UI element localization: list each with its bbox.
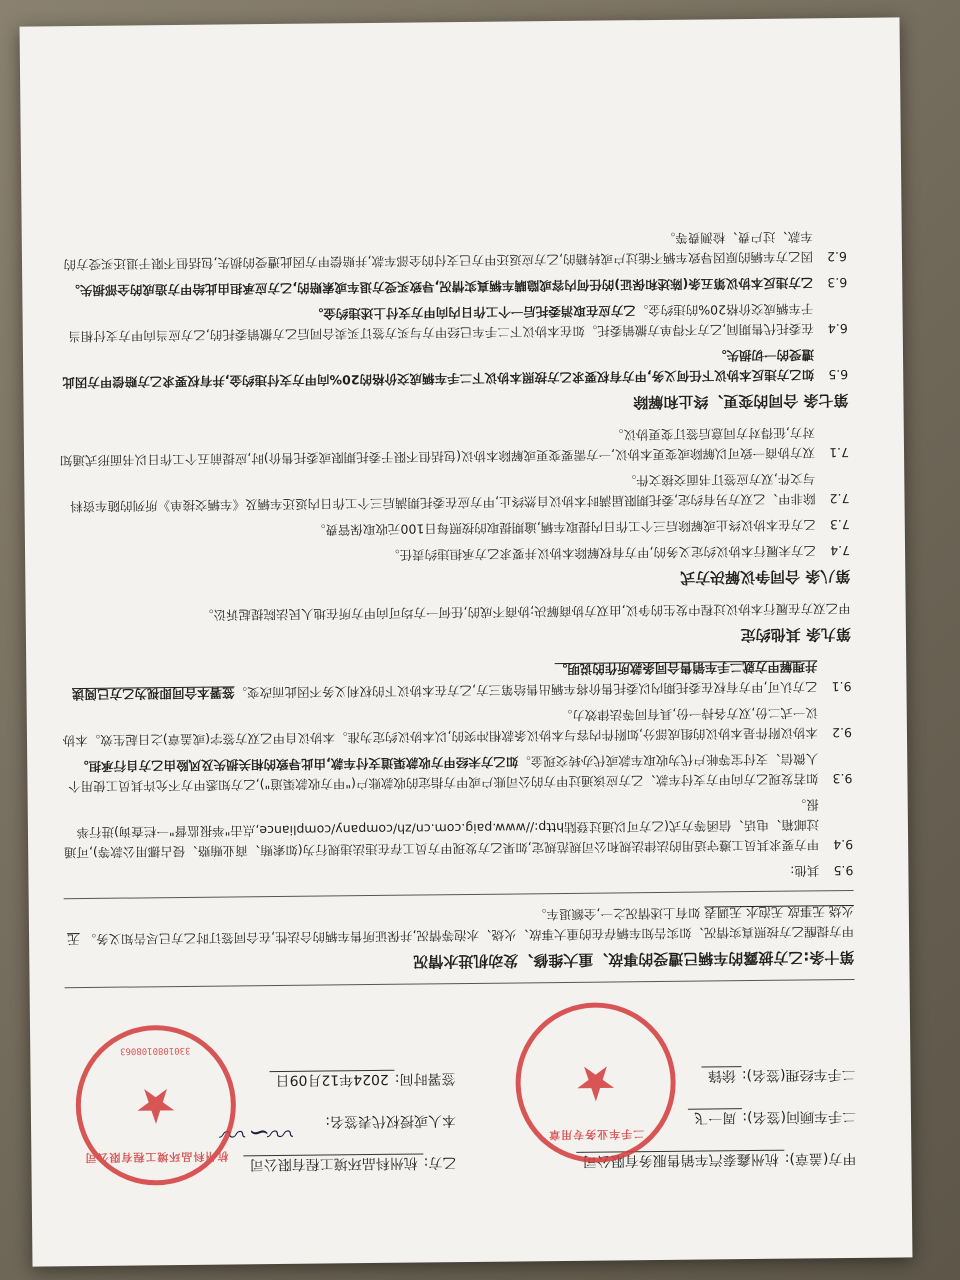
item-body: 在委托代售期间,乙方不得单方撤销委托。如在本协议下二手车已经甲方与买方签订买卖合同后乙方撤销委托的,乙方应当向甲方支付相当于车辆成交价格20%的违约金。	[68, 301, 814, 345]
item-7-4	[60, 540, 850, 568]
item-7-2	[59, 468, 849, 516]
item-text: 双方协商一致可以解除或变更本协议,一方需要变更或解除本协议(包括但不限于委托期限或委托售价)时,应提前五个工作日以书面形式通知对方,征得对方同意后签订变更协议。	[59, 425, 816, 469]
item-bold: 签署本合同即视为乙方已阅读并理解甲方就二手车销售合同条款所作的说明。	[71, 659, 818, 703]
item-9-5	[63, 860, 853, 888]
clause-10-text	[64, 901, 854, 949]
item-number: 9.4	[833, 836, 854, 853]
party-b-line	[244, 1152, 457, 1174]
item-7-1	[59, 422, 849, 470]
clause-10-marked: 无火烧 无事故 无泡水 无调表	[67, 903, 854, 948]
party-a-value: 杭州鑫泰汽车销售服务有限公司	[577, 1150, 785, 1169]
item-6-3	[57, 272, 847, 300]
clause-7-title: 第七条 合同的变更、终止和解除	[633, 390, 849, 412]
signature-block	[65, 998, 857, 1196]
item-number: 7.2	[829, 490, 850, 507]
divider	[65, 979, 855, 988]
item-number: 7.3	[829, 516, 850, 533]
item-6-2	[57, 226, 847, 274]
party-b-rep-label: 本人或授权代表签名:	[325, 1112, 457, 1130]
seal-b-text: 杭州科品环境工程有限公司	[84, 1149, 229, 1165]
divider	[64, 890, 854, 899]
party-a-manager-label: 二手车经理(签名):	[741, 1065, 856, 1084]
party-a-consultant-line	[688, 1106, 856, 1128]
seal-a-text: 二手车业务专用章	[548, 1127, 645, 1142]
clause-8-title: 第八条 合同争议解决方式	[680, 566, 851, 587]
item-text: 除非甲、乙双方另有约定,委托期限届满时本协议自然终止,甲方应在委托期满后三个工作日内返还车辆及《车辆交接单》所列的随车资料与文件,双方应签订书面交接文件。	[70, 471, 816, 515]
item-text: 乙方未履行本协议约定义务的,甲方有权解除本协议并要求乙方承担违约责任。	[387, 543, 817, 563]
item-body: 乙方认可,甲方有权在委托期内以委托售价将车辆出售给第三方,乙方在本协议下的权利义务不因此而改变。	[234, 679, 818, 701]
party-b-label: 乙方:	[423, 1154, 457, 1171]
party-b-handwritten-signature: 〰∽〰	[222, 1116, 297, 1148]
item-9-1	[61, 656, 851, 704]
item-number: 9.3	[832, 770, 853, 787]
seal-b-code: 3301080108063	[119, 1044, 191, 1056]
item-number: 9.5	[833, 862, 854, 879]
item-6-5	[58, 344, 848, 392]
party-b-date-label: 签署时间:	[394, 1070, 456, 1087]
item-number: 6.3	[827, 274, 848, 291]
item-number: 9.1	[831, 678, 852, 695]
item-text: 甲方要求其员工遵守适用的法律法规和公司规范规定,如果乙方发现甲方员工存在违法违规行为(如索贿、商业贿赂、侵占挪用公款等),可通过邮箱、电话、信函等方式(乙方可以通过登陆http://www.paig.com.cn/zh/company/compliance,点击"举报监督"一栏查询)进行举报。	[63, 797, 820, 861]
item-text: 因乙方车辆的原因导致车辆不能过户或转籍的,乙方应返还甲方已支付的全部车款,并赔偿甲方因此遭受的损失,包括但不限于退还买受方的车款、过户费、检测费等。	[63, 229, 814, 273]
item-number: 6.2	[827, 248, 848, 265]
clause-10-body: 甲方提醒乙方按照真实情况、如实告知车辆存在的重大事故、火烧、水泡等情况,并保证所售车辆的合法性,在合同签订时乙方已尽告知义务。	[83, 923, 855, 948]
party-b-date-line	[269, 1068, 455, 1090]
clause-10-tail: 如有上述情况之一,全额退车。	[533, 905, 701, 923]
item-9-2	[62, 702, 852, 750]
party-a-seal	[515, 1002, 677, 1164]
clause-9-title: 第九条 其他约定	[740, 624, 852, 645]
item-number: 9.2	[832, 724, 853, 741]
item-text: 如乙方违反本协议下任何义务,甲方有权要求乙方按照本协议下二手车辆成交价格的20%向甲方支付违约金,并有权要求乙方赔偿甲方因此遭受的一切损失。	[62, 347, 815, 391]
party-a-manager-value: 徐锋	[702, 1066, 742, 1083]
party-a-consultant-value: 周一飞	[688, 1108, 742, 1126]
party-b-seal	[75, 1024, 237, 1186]
item-text	[62, 748, 818, 796]
party-b-value: 杭州科品环境工程有限公司	[244, 1153, 424, 1172]
item-bold: 如乙方未经甲方收款渠道支付车款,由此导致的相关损失及风险由乙方自行承担。	[75, 754, 519, 775]
seal-star-icon: ★	[573, 1054, 618, 1111]
item-number: 7.1	[829, 444, 850, 461]
item-text	[57, 298, 813, 346]
item-number: 7.4	[830, 542, 851, 559]
contract-page	[20, 17, 913, 1266]
item-text	[61, 656, 817, 704]
upside-down-content	[20, 17, 913, 1266]
item-text: 其他:	[790, 863, 820, 879]
item-text: 乙方在本协议终止或解除后三个工作日内提取车辆,逾期提取的按照每日100元收取保管费。	[312, 517, 816, 538]
document-body	[57, 220, 857, 1196]
item-number: 6.5	[828, 366, 849, 383]
seal-star-icon: ★	[134, 1077, 178, 1134]
item-number: 6.4	[827, 320, 848, 337]
party-a-label: 甲方(盖章):	[784, 1149, 857, 1167]
item-9-3	[62, 748, 852, 796]
party-b-date-value: 2024年12月09日	[269, 1070, 394, 1088]
item-6-4	[57, 298, 847, 346]
party-a-consultant-label: 二手车顾问(签名):	[742, 1107, 857, 1126]
item-7-3	[60, 514, 850, 542]
item-9-4	[63, 794, 854, 862]
clause-8-text: 甲乙双方在履行本协议过程中发生的争议,由双方协商解决;协商不成的,任何一方均可向甲方所在地人民法院提起诉讼。	[200, 600, 851, 623]
item-text: 乙方违反本协议第五条(陈述和保证)的任何内容或隐瞒车辆真实情况,导致买受方退车或索赔的,乙方应承担由此给甲方造成的全部损失。	[67, 275, 814, 299]
item-bold: 乙方应在取消委托后一个工作日内向甲方支付上述违约金。	[310, 303, 636, 322]
item-body: 如若发现乙方向甲方支付车款、乙方应该通过甲方的公司账户或甲方指定的收款账户("甲方收款渠道"),乙方知悉甲方不允许其员工使用个人微信、支付宝等帐户代为收取车款或代办转交现金。	[68, 751, 819, 795]
party-a-manager-line	[702, 1064, 856, 1086]
item-text: 本协议附件是本协议的组成部分,如附件内容与本协议条款相冲突的,以本协议约定为准。本协议自甲乙双方签字(或盖章)之日起生效。本协议一式二份,双方各持一份,具有同等法律效力。	[62, 705, 819, 749]
party-b-rep-line	[325, 1110, 456, 1131]
clause-10-title: 第十条:乙方披露的车辆已遭受的事故、重大维修、发动机进水情况	[413, 947, 855, 971]
